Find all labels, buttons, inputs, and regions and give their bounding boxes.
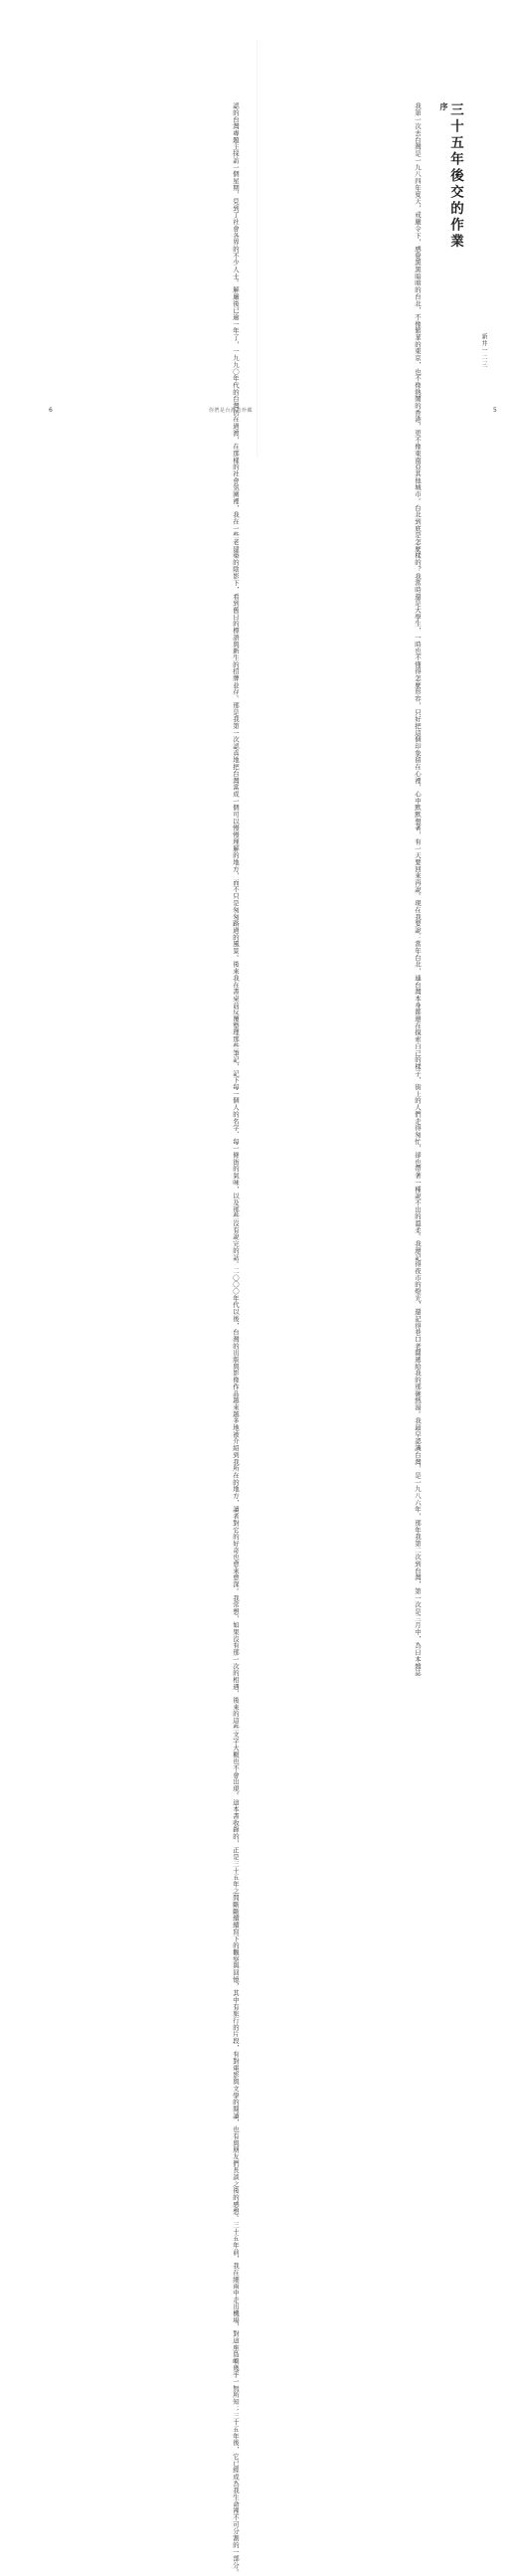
preface-label: 序 (439, 102, 449, 111)
left-page (0, 0, 258, 2576)
author-signature: 新井一二三 (480, 333, 487, 368)
left-page-body-text: 認的台灣專題主採訪一個星期，見到了社會各界的不少人士。解嚴後已逾一年了，一九九〇年代的台灣仍在過渡，在那樣的社會氛圍裡，我在一些老建築的陰影下，看到舊日的標語與新生的招牌並存。那是我第一次認真地把台灣當成一個可以慢慢理解的地方，而不只是匆匆路過的風景。後來我在書桌前反覆整理那些筆記，記下每一個人的名字、每一條街的氣味，以及那些沒有說完的話。二〇〇〇年代以後，台灣的出版與影像作品越來越多地被介紹到我所在的地方，讀者對它的好奇也愈來愈深。我常想，如果沒有那一次的相遇，後來的這些文字大概也不會出現。這本書收錄的，正是三十五年之間斷斷續續寫下的觀察與回憶，其中有旅行的片段，有對電影與文學的閱讀，也有與朋友們長談之後的感想。三十五年前，我在細雨中走出機場，對這座島嶼幾乎一無所知；三十五年後，它已經成為我生命裡不可分割的一部分。 (232, 102, 240, 2576)
right-page-body-text: 我第一次去台灣是一九八四年夏天，戒嚴令下，感覺黑黑暗暗的台北，不像繁華的東京，也不像熱鬧的香港，更不像東南亞其他城市。台北到底是怎麼樣的？我當時還是大學生，一時也不懂得怎麼形容，只好把這個印象留在心裡，心中默默想著，有一天要回來再說。現在我要說：當年台北，連台灣本身都還在摸索自己的樣子，街上的人們走得匆忙，卻也帶著一種說不出的溫柔。我還記得夜市的燈光，還記得巷口老闆遞給我的那碗熱湯。我最早認識台灣，是一九八六年，那年我第二次到台灣，第一次是三月中，為日本雜誌 (414, 102, 422, 1677)
left-page-number: 6 (49, 407, 53, 414)
right-page-number: 5 (493, 407, 497, 414)
right-page (258, 0, 517, 1677)
running-head: 你們是台灣的珍藏 (209, 408, 254, 414)
chapter-title: 三十五年後交的作業 (447, 102, 463, 251)
